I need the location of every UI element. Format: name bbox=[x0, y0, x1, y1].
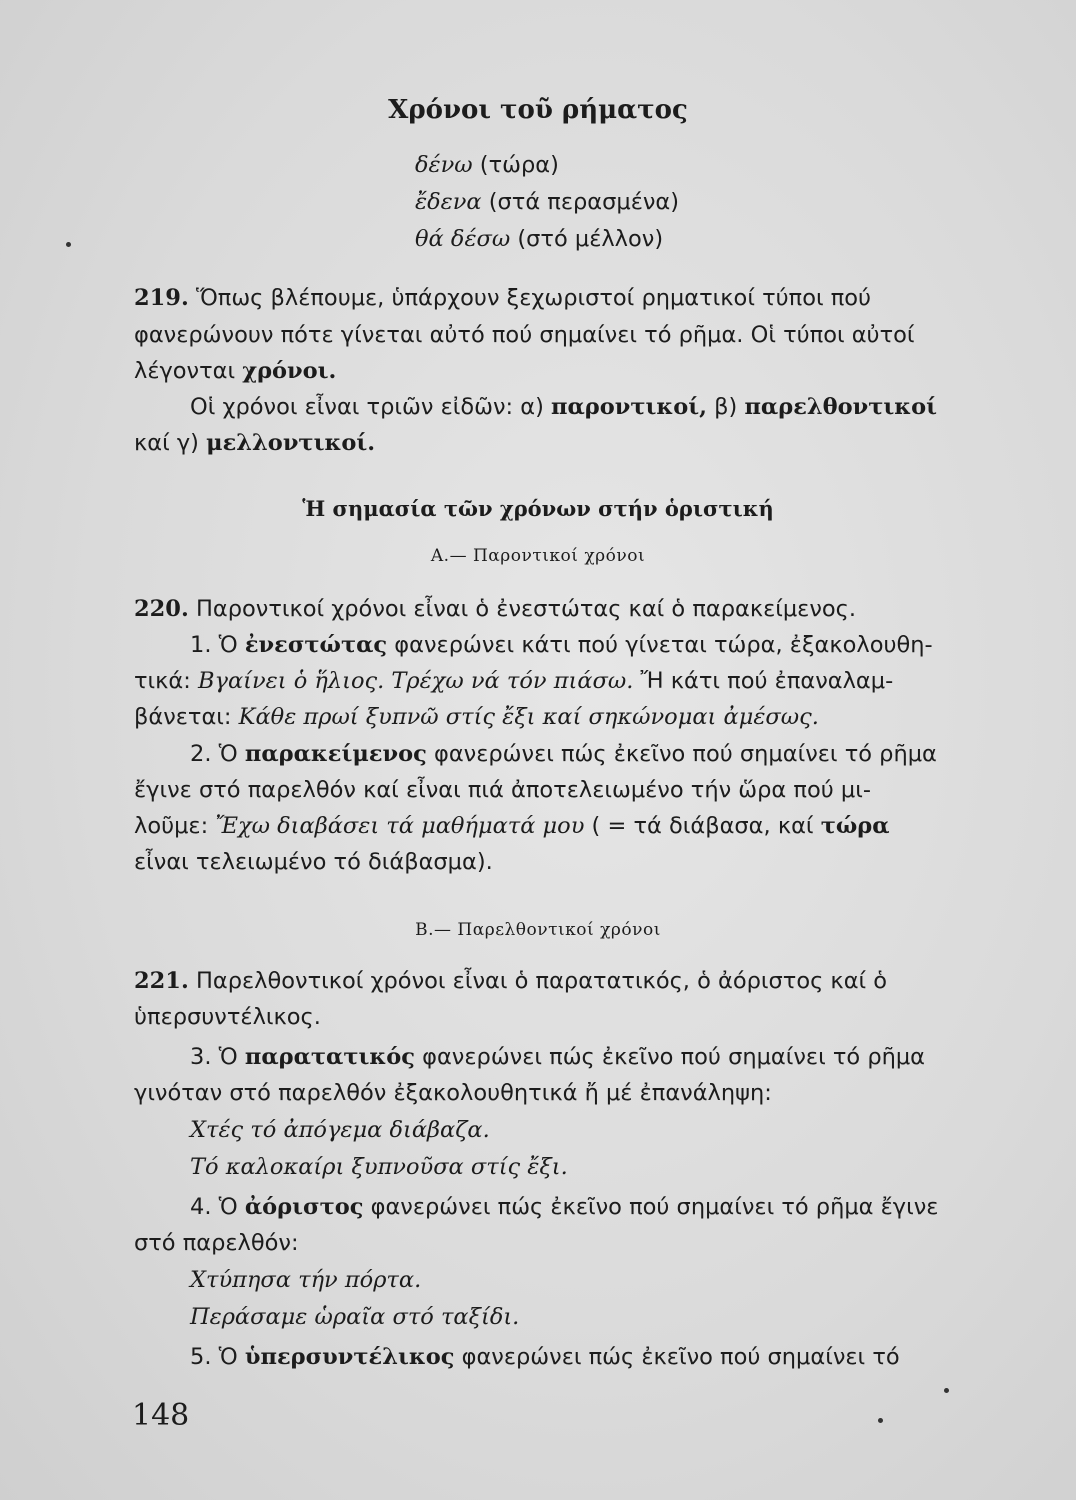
text: Παροντικοί χρόνοι εἶναι ὁ ἐνεστώτας καί ὁ παρακείμενος. bbox=[188, 596, 857, 622]
subsection-a: Α.— Παροντικοί χρόνοι bbox=[430, 546, 646, 566]
intro-note: (στά περασμένα) bbox=[481, 189, 680, 215]
term-bold: παρατατικός bbox=[244, 1044, 415, 1070]
section-title: Ἡ σημασία τῶν χρόνων στήν ὁριστική bbox=[302, 496, 774, 521]
intro-verb: θά δέσω bbox=[415, 226, 511, 252]
intro-note: (τώρα) bbox=[472, 152, 559, 178]
p221-line-1 bbox=[134, 966, 887, 996]
term-bold: ἐνεστώτας bbox=[244, 632, 388, 658]
example-italic: Βγαίνει ὁ ἥλιος. Τρέχω νά τόν πιάσω. bbox=[197, 668, 634, 694]
speck bbox=[66, 242, 71, 247]
p220-line-2 bbox=[190, 630, 933, 660]
term-bold: ἀόριστος bbox=[244, 1194, 364, 1220]
text: φανερώνει πώς ἐκεῖνο πού σημαίνει τό bbox=[454, 1344, 900, 1370]
p219-line-1 bbox=[134, 283, 871, 313]
example-line: Χτύπησα τήν πόρτα. bbox=[190, 1267, 422, 1293]
speck bbox=[944, 1388, 949, 1393]
example-line: Τό καλοκαίρι ξυπνοῦσα στίς ἔξι. bbox=[190, 1154, 568, 1180]
paragraph-number: 219. bbox=[134, 285, 189, 311]
p220-line-7 bbox=[134, 811, 890, 841]
speck bbox=[878, 1418, 883, 1423]
term-bold: παροντικοί, bbox=[551, 394, 707, 420]
text: 5. Ὁ bbox=[190, 1344, 245, 1370]
text: τικά: bbox=[134, 668, 198, 694]
example-italic: Ἔχω διαβάσει τά μαθήματά μου bbox=[215, 813, 585, 839]
p220-line-6: ἔγινε στό παρελθόν καί εἶναι πιά ἀποτελειωμένο τήν ὥρα πού μι- bbox=[134, 777, 871, 803]
p221-line-6: στό παρελθόν: bbox=[134, 1230, 299, 1256]
p220-line-5 bbox=[190, 739, 937, 769]
p220-line-1 bbox=[134, 594, 856, 624]
term-bold: χρόνοι. bbox=[242, 358, 337, 384]
p221-line-2: ὑπερσυντέλικος. bbox=[134, 1004, 321, 1030]
p219-line-5 bbox=[134, 428, 375, 458]
text: λέγονται bbox=[134, 358, 243, 384]
intro-line-3 bbox=[415, 224, 663, 254]
paragraph-number: 220. bbox=[134, 596, 189, 622]
p220-line-3 bbox=[134, 666, 893, 696]
example-line: Περάσαμε ὡραῖα στό ταξίδι. bbox=[190, 1304, 520, 1330]
term-bold: ὑπερσυντέλικος bbox=[244, 1344, 455, 1370]
intro-note: (στό μέλλον) bbox=[510, 226, 664, 252]
text: 4. Ὁ bbox=[190, 1194, 245, 1220]
p221-line-4: γινόταν στό παρελθόν ἐξακολουθητικά ἤ μέ ἐπανάληψη: bbox=[134, 1080, 772, 1106]
text: 3. Ὁ bbox=[190, 1044, 245, 1070]
p219-line-3 bbox=[134, 356, 336, 386]
text: Παρελθοντικοί χρόνοι εἶναι ὁ παρατατικός, ὁ ἀόριστος καί ὁ bbox=[188, 968, 888, 994]
text: φανερώνει πώς ἐκεῖνο πού σημαίνει τό ρῆμα ἔγινε bbox=[363, 1194, 939, 1220]
page-number: 148 bbox=[132, 1398, 190, 1433]
page-title: Χρόνοι τοῦ ρήματος bbox=[388, 95, 688, 125]
text: φανερώνει πώς ἐκεῖνο πού σημαίνει τό ρῆμα bbox=[426, 741, 937, 767]
p221-line-3 bbox=[190, 1042, 925, 1072]
text: Ἤ κάτι πού ἐπαναλαμ- bbox=[633, 668, 894, 694]
text: Ὅπως βλέπουμε, ὑπάρχουν ξεχωριστοί ρηματικοί τύποι πού bbox=[188, 285, 872, 311]
p221-line-7 bbox=[190, 1342, 900, 1372]
intro-verb: ἔδενα bbox=[415, 189, 482, 215]
intro-line-2 bbox=[415, 187, 679, 217]
term-bold: τώρα bbox=[820, 813, 890, 839]
subsection-b: Β.— Παρελθοντικοί χρόνοι bbox=[415, 920, 661, 940]
example-italic: Κάθε πρωί ξυπνῶ στίς ἔξι καί σηκώνομαι ἀμέσως. bbox=[238, 704, 819, 730]
intro-verb: δένω bbox=[415, 152, 473, 178]
text: 1. Ὁ bbox=[190, 632, 245, 658]
text: λοῦμε: bbox=[134, 813, 216, 839]
text: καί γ) bbox=[134, 430, 207, 456]
example-line: Χτές τό ἀπόγεμα διάβαζα. bbox=[190, 1117, 490, 1143]
p220-line-4 bbox=[134, 702, 819, 732]
text: 2. Ὁ bbox=[190, 741, 245, 767]
text: φανερώνει πώς ἐκεῖνο πού σημαίνει τό ρῆμα bbox=[414, 1044, 926, 1070]
text: β) bbox=[707, 394, 745, 420]
p219-line-4 bbox=[190, 392, 937, 422]
text: Οἱ χρόνοι εἶναι τριῶν εἰδῶν: α) bbox=[190, 394, 552, 420]
p220-line-8: εἶναι τελειωμένο τό διάβασμα). bbox=[134, 849, 493, 875]
p221-line-5 bbox=[190, 1192, 938, 1222]
p219-line-2: φανερώνουν πότε γίνεται αὐτό πού σημαίνει τό ρῆμα. Οἱ τύποι αὐτοί bbox=[134, 322, 915, 348]
text: βάνεται: bbox=[134, 704, 239, 730]
intro-line-1 bbox=[415, 150, 559, 180]
text: ( = τά διάβασα, καί bbox=[584, 813, 821, 839]
paragraph-number: 221. bbox=[134, 968, 189, 994]
text: φανερώνει κάτι πού γίνεται τώρα, ἐξακολουθη- bbox=[387, 632, 933, 658]
term-bold: παρελθοντικοί bbox=[744, 394, 938, 420]
term-bold: μελλοντικοί. bbox=[206, 430, 376, 456]
term-bold: παρακείμενος bbox=[244, 741, 427, 767]
